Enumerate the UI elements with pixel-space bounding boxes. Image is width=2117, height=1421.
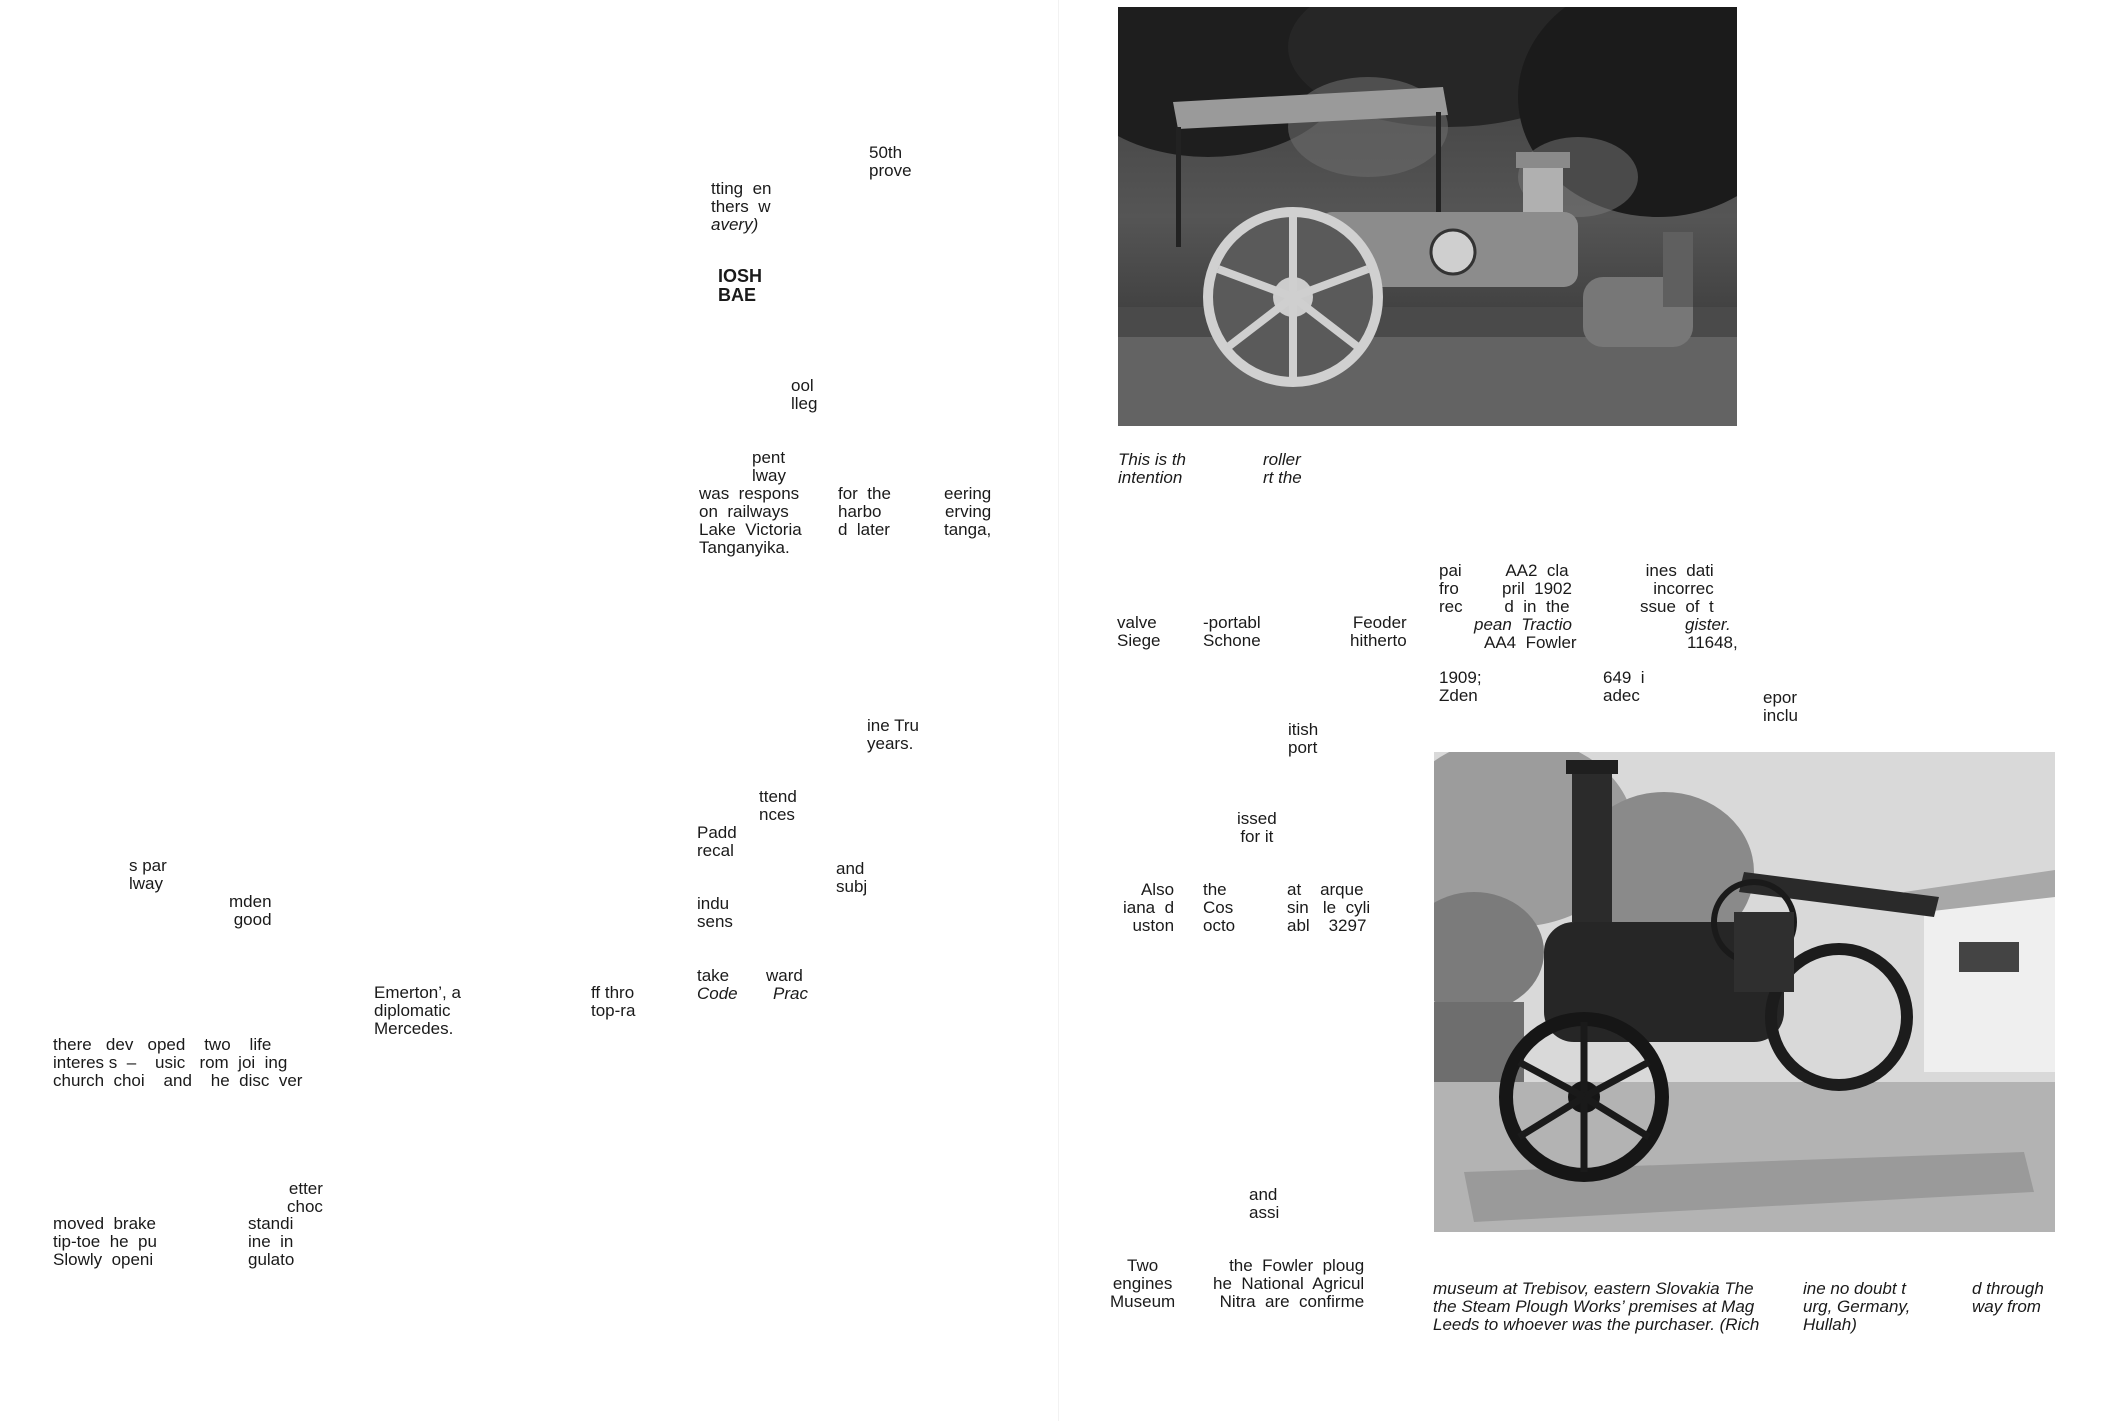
col3-fragment-13: take	[697, 966, 730, 985]
caption-2-part-c: d through way from	[1972, 1279, 2044, 1316]
col3-fragment-11: and subj	[836, 859, 868, 896]
colB-fragment-2: AA2 cla pril 1902 d in the	[1502, 561, 1572, 616]
colB-fragment-2-italic: pean Tractio	[1474, 615, 1572, 634]
colB-fragment-3: ines dati incorrec ssue of t	[1640, 561, 1714, 616]
col1-fragment-1: s par lway	[129, 856, 167, 893]
traction-engine-image	[1434, 752, 2055, 1232]
col3-fragment-50th: 50th prove	[869, 143, 912, 180]
colA-fragment-7: the Cos octo	[1203, 880, 1236, 935]
col3-fragment-2-italic: avery)	[711, 215, 759, 234]
caption-1-part-b: roller rt the	[1263, 450, 1302, 487]
caption-2-part-b: ine no doubt t urg, Germany, Hullah)	[1803, 1279, 1911, 1334]
caption-1-part-a: This is th intention	[1118, 450, 1187, 487]
section-heading: IOSH BAE	[718, 266, 763, 305]
colA-fragment-valve: valve Siege	[1117, 613, 1161, 650]
colB-fragment-6: epor inclu	[1763, 688, 1798, 725]
col3-fragment-3: ool lleg	[791, 376, 818, 413]
colA-fragment-10: Two engines Museum	[1110, 1256, 1176, 1311]
col3-fragment-9: ttend nces	[759, 787, 797, 824]
colA-fragment-4: itish port	[1288, 720, 1319, 757]
colB-fragment-3-last: 11648,	[1687, 633, 1738, 652]
col1-fragment-6: standi ine in gulato	[248, 1214, 295, 1269]
colB-fragment-1: pai fro rec	[1439, 561, 1463, 616]
photo-traction-engine	[1434, 752, 2055, 1232]
col3-fragment-7: eering erving tanga,	[944, 484, 992, 539]
col1-fragment-2: mden good	[229, 892, 272, 929]
colB-fragment-3-italic: gister.	[1685, 615, 1731, 634]
colA-fragment-5: issed for it	[1237, 809, 1277, 846]
col3-fragment-10: Padd recal	[697, 823, 737, 860]
colB-fragment-4: 1909; Zden	[1439, 668, 1482, 705]
colA-fragment-9: and assi	[1249, 1185, 1280, 1222]
colA-fragment-2: -portabl Schone	[1203, 613, 1261, 650]
colA-fragment-3: Feoder hitherto	[1350, 613, 1407, 650]
col2-fragment-emerton: Emerton’, a diplomatic Mercedes.	[374, 983, 461, 1038]
colA-fragment-6: Also iana d uston	[1123, 880, 1175, 935]
col1-fragment-5: moved brake tip-toe he pu Slowly openi	[53, 1214, 157, 1269]
col3-fragment-6: for the harbo d later	[838, 484, 891, 539]
colB-fragment-2-last: AA4 Fowler	[1484, 633, 1577, 652]
page-gutter	[1058, 0, 1059, 1421]
col3-fragment-4: pent lway	[752, 448, 787, 485]
col1-paragraph-music: there dev oped two life interes s – usic rom joi ing church choi and he disc ver	[53, 1035, 303, 1090]
col3-fragment-13-italic: Code	[697, 984, 738, 1003]
colA-fragment-11: the Fowler ploug he National Agricul Nitra are confirme	[1213, 1256, 1365, 1311]
caption-2-part-a: museum at Trebisov, eastern Slovakia The the Steam Plough Works’ premises at Mag Leeds to whoever was the purchaser. (Rich	[1433, 1279, 1760, 1334]
col3-fragment-12: indu sens	[697, 894, 733, 931]
photo-steam-roller	[1118, 7, 1737, 426]
colA-fragment-8: at arque sin le cyli abl 3297	[1287, 880, 1371, 935]
col2-fragment-2: ff thro top-ra	[591, 983, 636, 1020]
col3-paragraph-railways: was respons on railways Lake Victoria Tanganyika.	[699, 484, 802, 557]
steam-roller-image	[1118, 7, 1737, 426]
col3-fragment-14-italic: Prac	[773, 984, 808, 1003]
col1-fragment-4: etter choc	[287, 1179, 323, 1216]
col3-fragment-2: tting en thers w	[711, 179, 772, 216]
col3-fragment-14: ward	[766, 966, 803, 985]
col3-fragment-8: ine Tru years.	[867, 716, 919, 753]
colB-fragment-5: 649 i adec	[1603, 668, 1645, 705]
